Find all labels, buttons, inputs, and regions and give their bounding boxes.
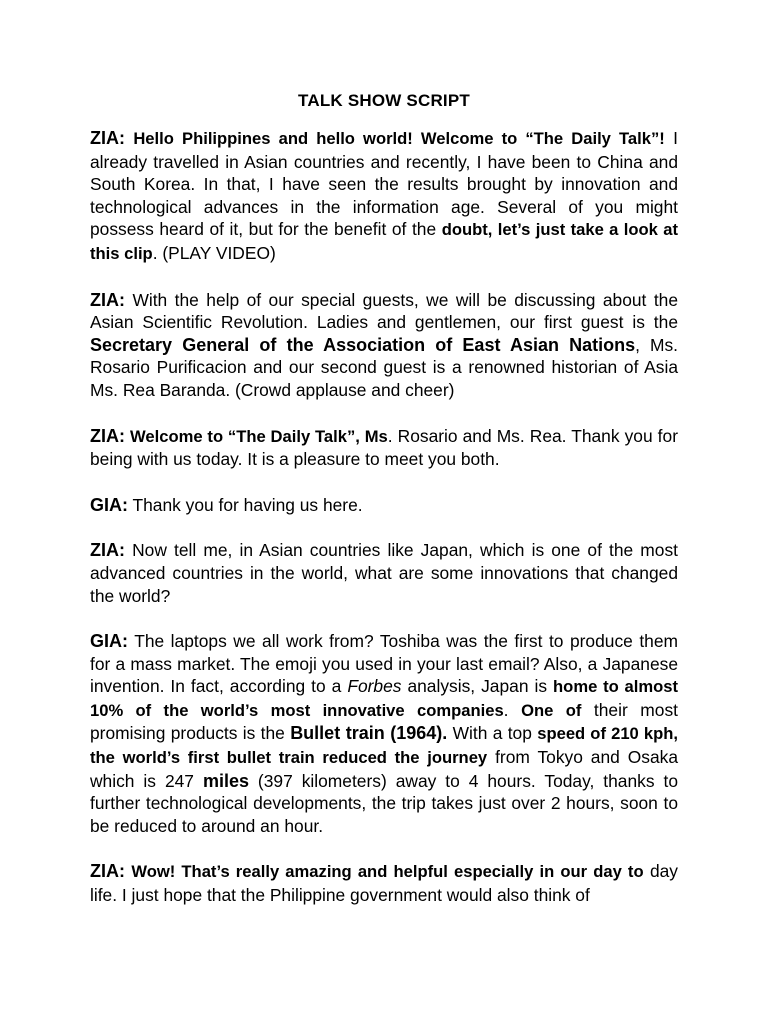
paragraph-text: With the help of our special guests, we will be discussing about the Asian Scientific Revolution. Ladies and gentlemen, our first guest is the: [90, 289, 678, 333]
paragraph-text: their most promising products is the: [90, 699, 678, 744]
paragraph-text: . Rosario and Ms. Rea. Thank you for being with us today. It is a pleasure to meet you both.: [90, 425, 678, 470]
emphasized-text: Welcome to “The Daily Talk”, Ms: [130, 426, 388, 446]
speaker-label: ZIA:: [90, 289, 125, 310]
paragraph-text: Thank you for having us here.: [128, 494, 363, 515]
emphasized-text: Secretary General of the Association of East Asian Nations: [90, 334, 636, 355]
paragraph-text: I already travelled in Asian countries and recently, I have been to China and South Korea. In that, I have seen the results brought by innovation and technological advances in the information age. Several of you might possess heard of it, but for the benefit of the: [90, 128, 678, 240]
script-paragraph: [90, 860, 678, 906]
paragraph-text: , Ms. Rosario Purificacion and our second guest is a renowned historian of Asia Ms. Rea Baranda. (Crowd applause and cheer): [90, 334, 678, 400]
emphasized-text: doubt, let’s just take a look at this clip: [90, 220, 678, 263]
emphasized-text: Wow! That’s really amazing and helpful especially in our day to: [131, 862, 644, 882]
paragraph-text: (397 kilometers) away to 4 hours. Today, thanks to further technological developments, the trip takes just over 2 hours, soon to be reduced to around an hour.: [90, 770, 678, 836]
script-paragraph: [90, 289, 678, 402]
script-paragraph: [90, 494, 678, 517]
emphasized-text: home to almost 10% of the world’s most innovative companies: [90, 677, 678, 720]
emphasized-text: One of: [521, 700, 582, 720]
speaker-label: GIA:: [90, 494, 128, 515]
emphasized-text: speed of 210 kph, the world’s first bullet train reduced the journey: [90, 724, 679, 768]
document-page: [90, 90, 678, 930]
speaker-label: ZIA:: [90, 540, 125, 561]
paragraph-text: The laptops we all work from? Toshiba was the first to produce them for a mass market. The emoji you used in your last email? Also, a Japanese invention. In fact, according to a: [90, 631, 678, 697]
paragraph-text: day life. I just hope that the Philippine government would also think of: [90, 861, 678, 906]
speaker-label: GIA:: [90, 631, 128, 652]
script-paragraph: [90, 539, 678, 607]
document-title: TALK SHOW SCRIPT: [298, 91, 470, 110]
speaker-label: ZIA:: [90, 425, 125, 446]
paragraph-text: .: [503, 699, 522, 720]
script-paragraph: [90, 630, 678, 837]
emphasized-text: Bullet train (1964).: [290, 723, 448, 744]
paragraph-text: . (PLAY VIDEO): [152, 242, 276, 263]
emphasized-text: Hello Philippines and hello world! Welcome to “The Daily Talk”!: [133, 129, 665, 148]
paragraph-text: from Tokyo and Osaka which is 247: [90, 747, 678, 791]
script-paragraph: [90, 425, 678, 471]
speaker-label: ZIA:: [90, 861, 125, 882]
paragraph-text: Now tell me, in Asian countries like Japan, which is one of the most advanced countries in the world, what are some innovations that changed the world?: [90, 540, 678, 606]
paragraph-text: With a top: [447, 723, 538, 744]
paragraph-text: analysis, Japan is: [401, 676, 554, 697]
speaker-label: ZIA:: [90, 128, 125, 148]
italic-text: Forbes: [347, 676, 402, 697]
emphasized-text: miles: [202, 770, 249, 791]
script-paragraph: [90, 127, 678, 266]
